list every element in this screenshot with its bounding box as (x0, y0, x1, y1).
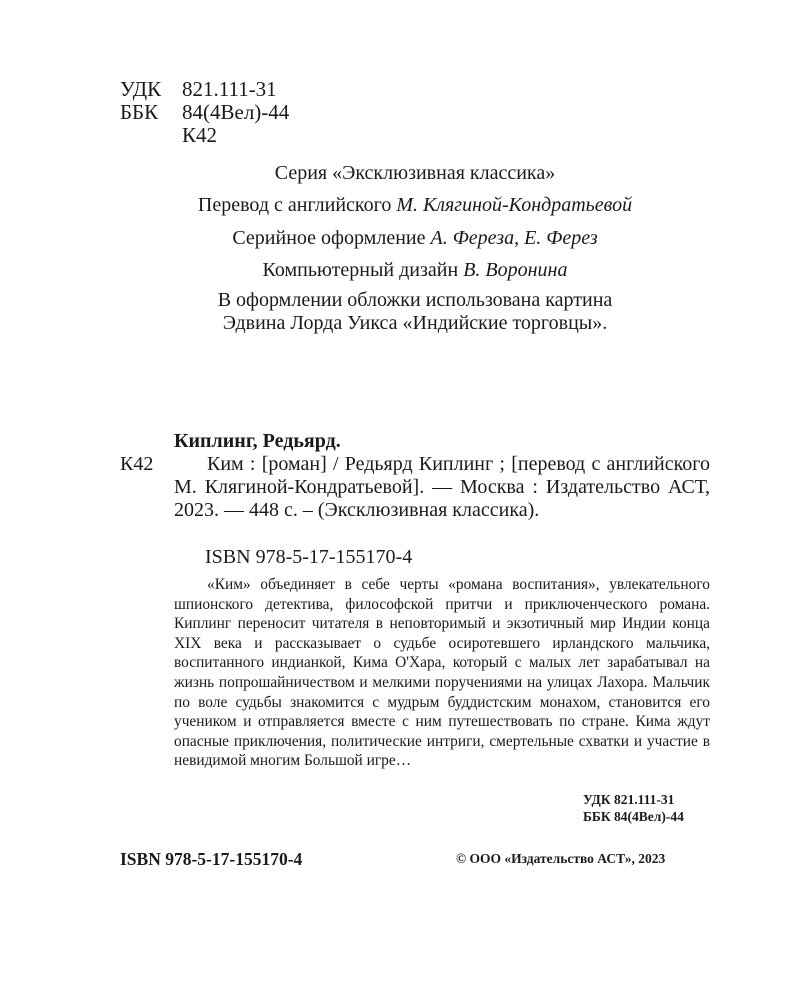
bbk-value: 84(4Вел)-44 (182, 100, 290, 124)
isbn-line: ISBN 978-5-17-155170-4 (205, 546, 413, 568)
cover-credit-line-2: Эдвина Лорда Уикса «Индийские торговцы». (222, 312, 608, 334)
translator-name: М. Клягиной-Кондратьевой (396, 194, 633, 216)
copyright-notice: © ООО «Издательство АСТ», 2023 (456, 851, 666, 866)
author-sign-row (120, 124, 289, 147)
udk-label: УДК (120, 77, 162, 101)
cover-credit-line-1: В оформлении обложки использована картина (217, 289, 613, 311)
translation-label: Перевод с английского (197, 194, 397, 216)
annotation-paragraph: «Ким» объединяет в себе черты «романа воспитания», увлекательного шпионского детектива, философской притчи и приключенческого романа. Киплинг переносит читателя в неповторимый и экзотичный мир Индии конца XIX века и рассказывает о судьбе осиротевшего ирландского мальчика, воспитанного индианкой, Кима О'Хара, который с малых лет зарабатывал на жизнь попрошайничеством и мелкими поручениями на улицах Лахора. Мальчик по воле судьбы знакомится с мудрым буддистским монахом, становится его учеником и отправляется вместе с ним путешествовать по стране. Кима ждут опасные приключения, политические интриги, смертельные схватки и участие в невидимой многим Большой игре… (174, 576, 710, 770)
bib-author-sign: К42 (120, 453, 154, 475)
author-heading: Киплинг, Редьярд. (174, 430, 341, 452)
footer-classification (583, 791, 684, 825)
computer-design-label: Компьютерный дизайн (262, 259, 464, 281)
bibliographic-description: Ким : [роман] / Редьярд Киплинг ; [перевод с английского М. Клягиной-Кондратьевой]. — Москва : Издательство АСТ, 2023. — 448 с. – (Эксклюзивная классика). (174, 453, 710, 521)
udk-value: 821.111-31 (182, 77, 277, 101)
bbk-row (120, 101, 289, 124)
computer-design-line (100, 259, 730, 282)
series-line: Серия «Эксклюзивная классика» (274, 162, 556, 184)
footer-udk: УДК 821.111-31 (583, 792, 675, 807)
classification-block (120, 78, 289, 147)
translation-line (100, 194, 730, 217)
udk-row (120, 78, 289, 101)
cover-credit (100, 289, 730, 335)
author-sign: К42 (182, 123, 218, 147)
design-line (100, 227, 730, 250)
footer-isbn: ISBN 978-5-17-155170-4 (120, 849, 303, 869)
design-label: Серийное оформление (232, 227, 431, 249)
footer-bbk: ББК 84(4Вел)-44 (583, 809, 684, 824)
designer-names: А. Фереза, Е. Ферез (430, 227, 598, 249)
computer-designer-name: В. Воронина (463, 259, 568, 281)
bbk-label: ББК (120, 100, 159, 124)
